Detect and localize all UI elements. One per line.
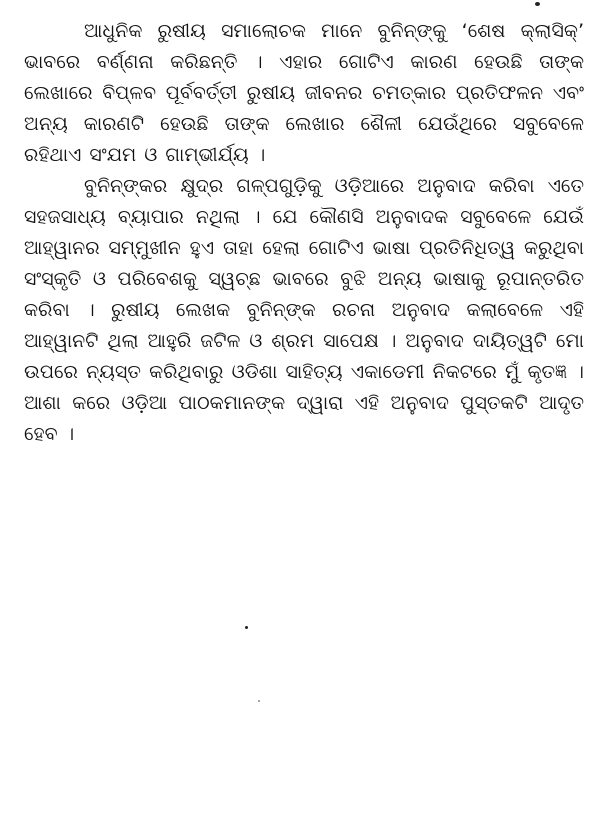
scan-speck-mark [535,2,540,6]
scan-speck-mark [245,626,248,629]
document-body [24,16,584,450]
paragraph-2: ବୁନିନ୍‌ଙ୍କର କ୍ଷୁଦ୍ର ଗଳ୍ପଗୁଡ଼ିକୁ ଓଡ଼ିଆରେ ଅନୁବାଦ କରିବା ଏତେ ସହଜସାଧ୍ୟ ବ୍ୟାପାର ନଥିଲା । ଯେ କୌଣସି ଅନୁବାଦକ ସବୁବେଳେ ଯେଉଁ ଆହ୍ୱାନର ସମ୍ମୁଖୀନ ହୁଏ ତାହା ହେଲା ଗୋଟିଏ ଭାଷା ପ୍ରତିନିଧିତ୍ୱ କରୁଥିବା ସଂସ୍କୃତି ଓ ପରିବେଶକୁ ସ୍ୱଚ୍ଛ ଭାବରେ ବୁଝି ଅନ୍ୟ ଭାଷାକୁ ରୂପାନ୍ତରିତ କରିବା । ରୁଷୀୟ ଲେଖକ ବୁନିନ୍‌ଙ୍କ ରଚନା ଅନୁବାଦ କଲାବେଳେ ଏହି ଆହ୍ୱାନଟି ଥିଲା ଆହୁରି ଜଟିଳ ଓ ଶ୍ରମ ସାପେକ୍ଷ । ଅନୁବାଦ ଦାୟିତ୍ୱଟି ମୋ ଉପରେ ନ୍ୟସ୍ତ କରିଥିବାରୁ ଓଡିଶା ସାହିତ୍ୟ ଏକାଡେମୀ ନିକଟରେ ମୁଁ କୃତଜ୍ଞ । ଆଶା କରେ ଓଡ଼ିଆ ପାଠକମାନଙ୍କ ଦ୍ୱାରା ଏହି ଅନୁବାଦ ପୁସ୍ତକଟି ଆଦୃତ ହେବ । [24,175,584,445]
paragraph-1: ଆଧୁନିକ ରୁଷୀୟ ସମାଲୋଚକ ମାନେ ବୁନିନ୍‌ଙ୍କୁ ‘ଶେଷ କ୍ଲାସିକ୍‌’ ଭାବରେ ବର୍ଣ୍ଣନା କରିଛନ୍ତି । ଏହାର ଗୋଟିଏ କାରଣ ହେଉଛି ତାଙ୍କ ଲେଖାରେ ବିପ୍ଳବ ପୂର୍ବବର୍ତ୍ତୀ ରୁଷୀୟ ଜୀବନର ଚମତ୍କାର ପ୍ରତିଫଳନ ଏବଂ ଅନ୍ୟ କାରଣଟି ହେଉଛି ତାଙ୍କ ଲେଖାର ଶୈଳୀ ଯେଉଁଥିରେ ସବୁବେଳେ ରହିଥାଏ ସଂଯମ ଓ ଗାମ୍ଭୀର୍ଯ୍ୟ । [24,20,584,166]
scan-speck-mark [258,700,260,702]
